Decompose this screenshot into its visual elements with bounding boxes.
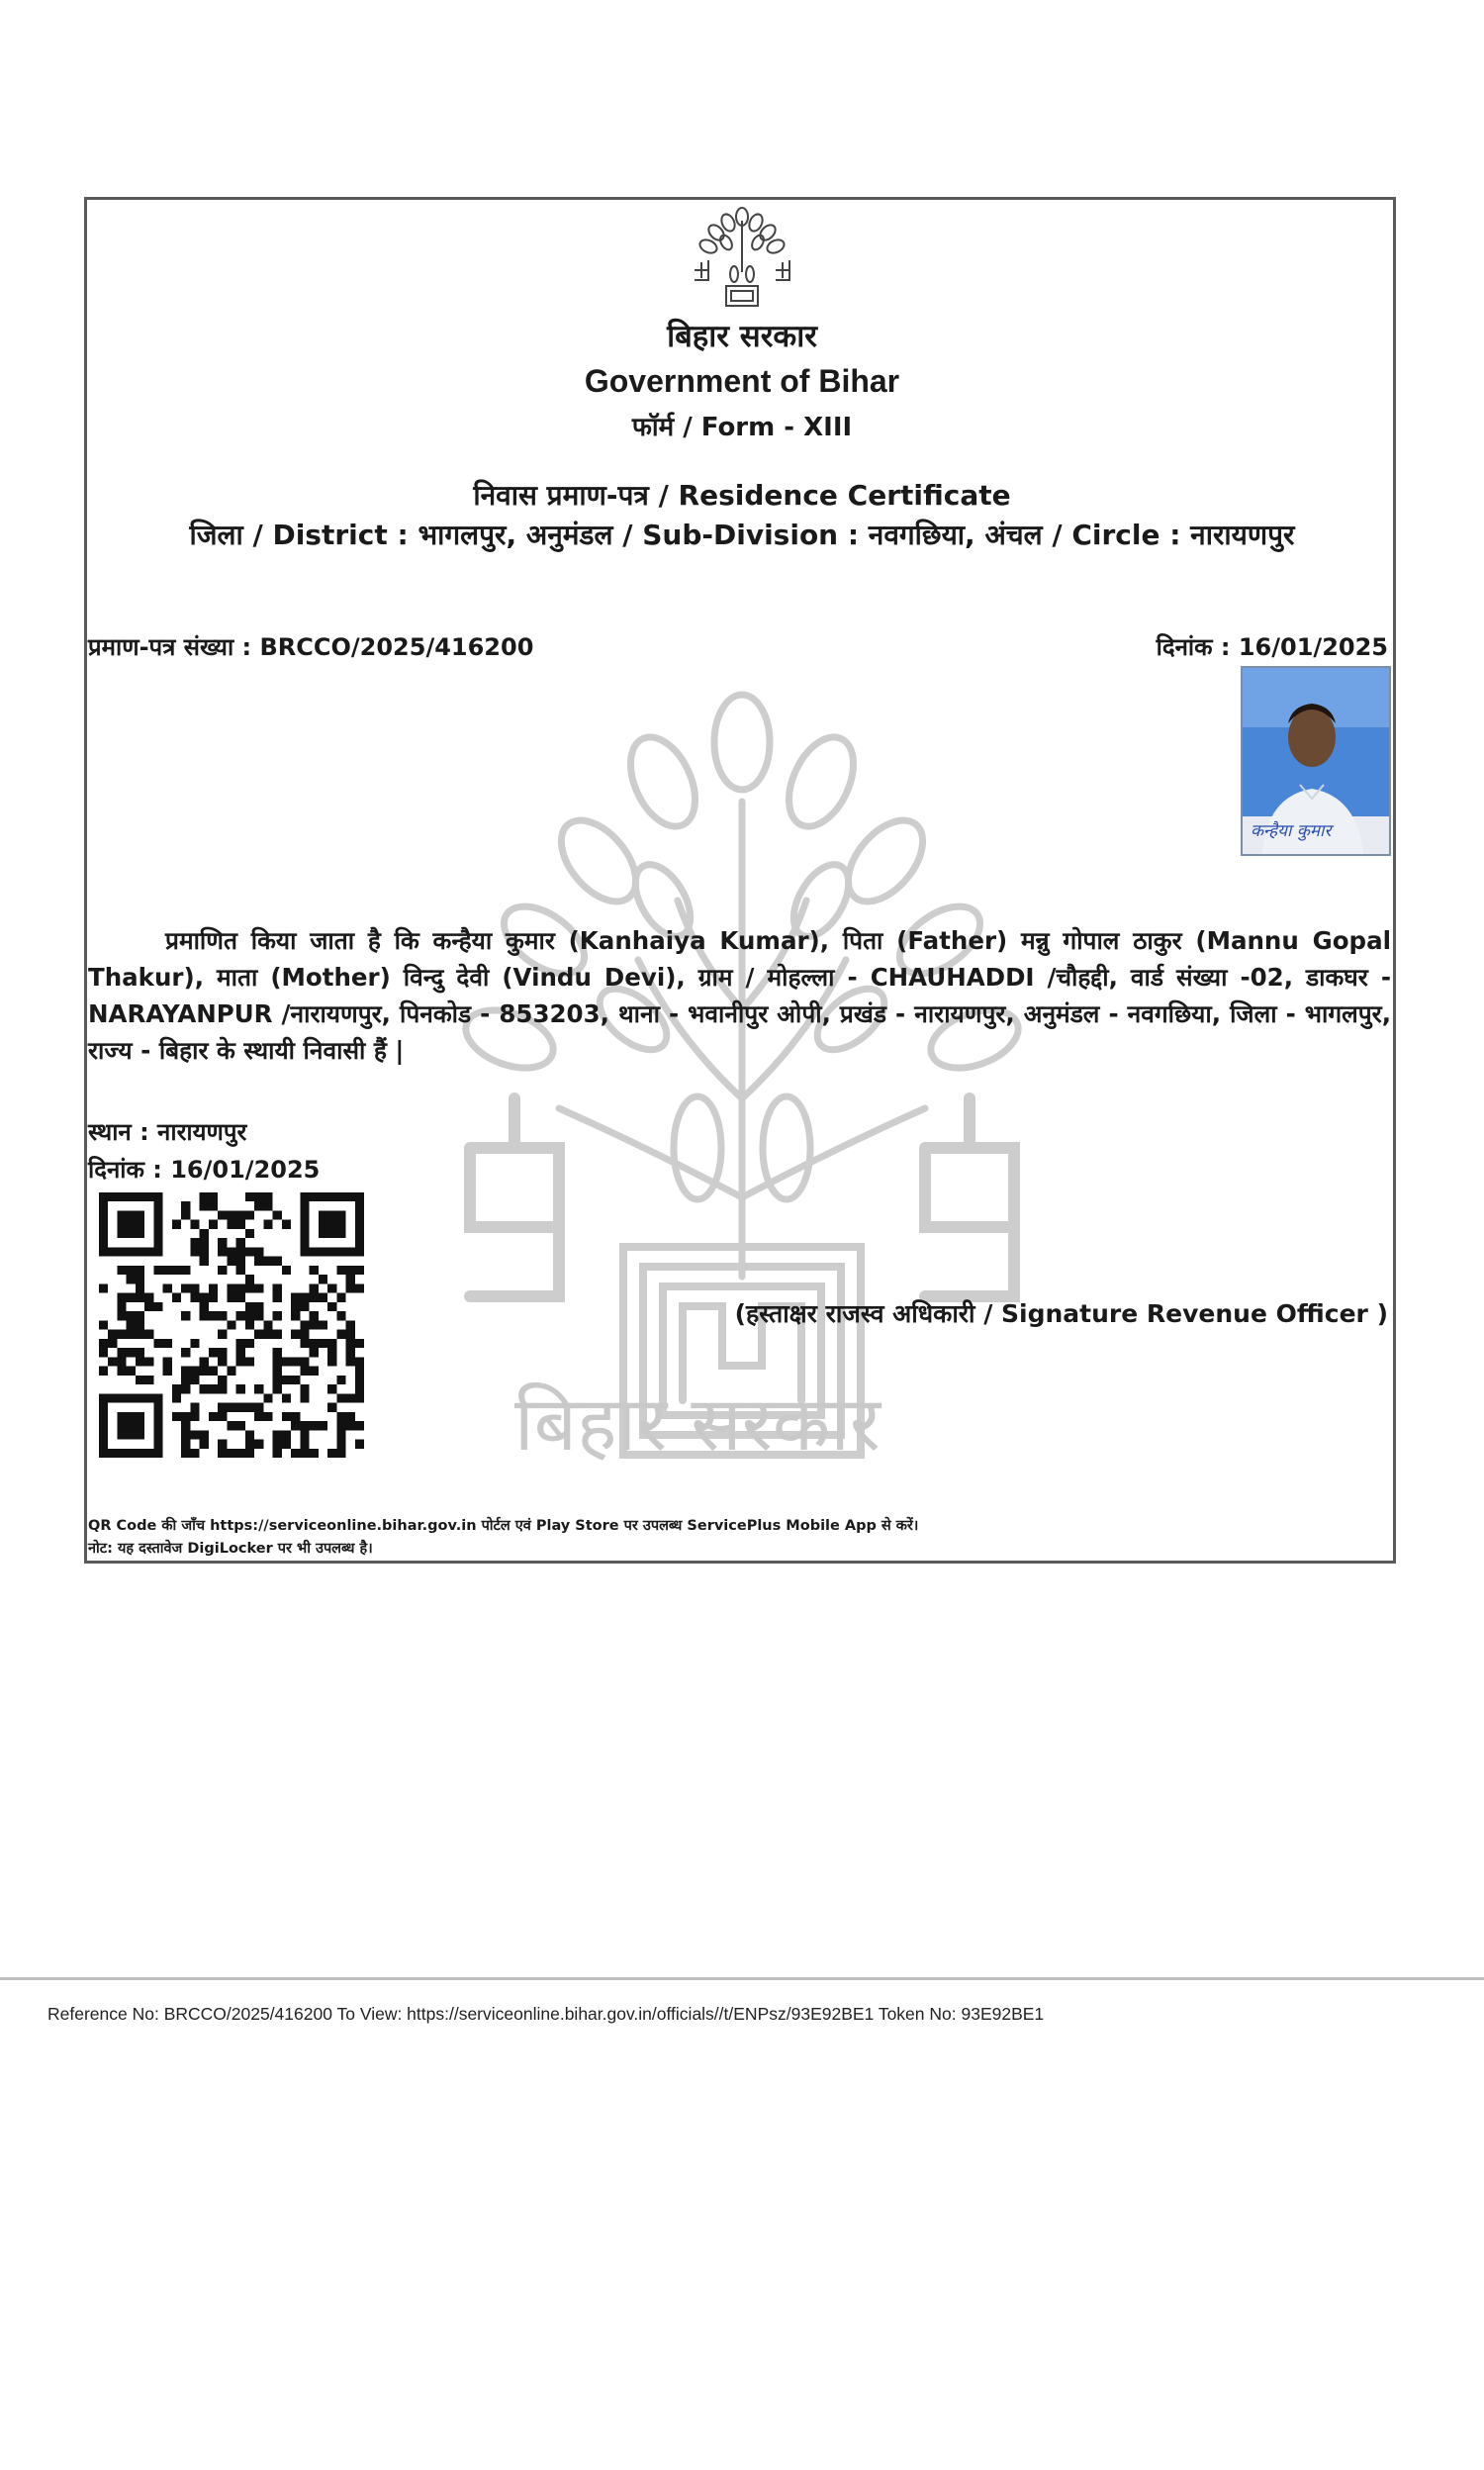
applicant-photo bbox=[1241, 666, 1391, 856]
reference-footer: Reference No: BRCCO/2025/416200 To View: https://serviceonline.bihar.gov.in/officials//t/ENPsz/93E92BE1 Token No: 93E92BE1 bbox=[47, 2004, 1045, 2024]
issue-date: दिनांक : 16/01/2025 bbox=[88, 1156, 321, 1184]
bihar-emblem-icon bbox=[683, 203, 801, 312]
header-title-hindi: बिहार सरकार bbox=[667, 319, 817, 354]
certificate-body: प्रमाणित किया जाता है कि कन्हैया कुमार (Kanhaiya Kumar), पिता (Father) मन्नु गोपाल ठाकुर (Mannu Gopal Thakur), माता (Mother) विन्दु देवी (Vindu Devi), ग्राम / मोहल्ला - CHAUHADDI /चौहद्दी, वार्ड संख्या -02, डाकघर - NARAYANPUR /नारायणपुर, पिनकोड - 853203, थाना - भवानीपुर ओपी, प्रखंड - नारायणपुर, अनुमंडल - नवगछिया, जिला - भागलपुर, राज्य - बिहार के स्थायी निवासी हैं | bbox=[88, 926, 1391, 1065]
signature-label: (हस्ताक्षर राजस्व अधिकारी / Signature Revenue Officer ) bbox=[734, 1299, 1388, 1328]
certificate-title: निवास प्रमाण-पत्र / Residence Certificate bbox=[473, 479, 1011, 512]
header-title-english: Government of Bihar bbox=[584, 363, 900, 399]
photo-caption: कन्हैया कुमार bbox=[1251, 821, 1332, 841]
form-number: फॉर्म / Form - XIII bbox=[631, 413, 853, 442]
certificate-number: प्रमाण-पत्र संख्या : BRCCO/2025/416200 bbox=[88, 633, 534, 661]
qr-verification-note: QR Code की जाँच https://serviceonline.bihar.gov.in पोर्टल एवं Play Store पर उपलब्ध ServicePlus Mobile App से करें। bbox=[88, 1518, 919, 1534]
digilocker-note: नोट: यह दस्तावेज DigiLocker पर भी उपलब्ध है। bbox=[88, 1541, 373, 1557]
qr-code-icon bbox=[99, 1192, 364, 1458]
district-line: जिला / District : भागलपुर, अनुमंडल / Sub-Division : नवगछिया, अंचल / Circle : नारायणपुर bbox=[189, 519, 1295, 551]
watermark-caption: बिहार सरकार bbox=[514, 1379, 881, 1468]
issue-place: स्थान : नारायणपुर bbox=[88, 1118, 247, 1146]
certificate-date: दिनांक : 16/01/2025 bbox=[1156, 633, 1388, 661]
footer-divider bbox=[0, 1977, 1484, 1980]
